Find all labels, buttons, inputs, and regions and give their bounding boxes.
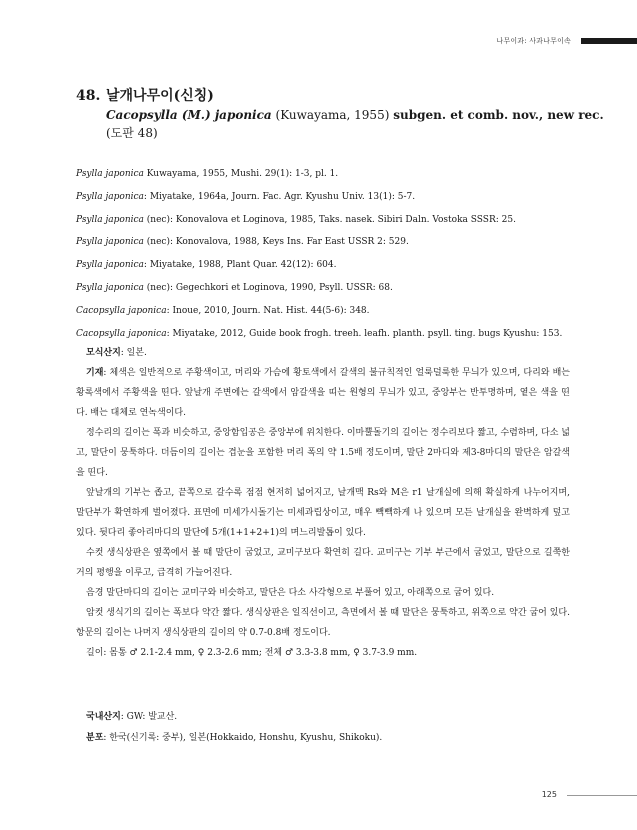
distribution-text: : 한국(신기록: 중부), 일본(Hokkaido, Honshu, Kyushu, Shikoku).	[103, 733, 383, 743]
reference-text: (nec): Gegechkori et Loginova, 1990, Psyll. USSR: 68.	[143, 282, 393, 293]
description-label: 기재	[86, 368, 104, 378]
description-paragraph: 암컷 생식기의 길이는 폭보다 약간 짧다. 생식상판은 일직선이고, 측면에서 볼 때 말단은 뭉툭하고, 위쪽으로 약간 굽어 있다. 항문의 길이는 나머지 생식상판의 길이의 약 0.7-0.8배 정도이다.	[76, 608, 570, 638]
reference-text: : Miyatake, 1988, Plant Quar. 42(12): 604.	[143, 260, 337, 271]
distribution	[86, 728, 566, 749]
reference-text: (nec): Konovalova et Loginova, 1985, Taks. nasek. Sibiri Daln. Vostoka SSSR: 25.	[143, 214, 516, 225]
description-text: : 체색은 일반적으로 주황색이고, 머리와 가슴에 황토색에서 갈색의 불규칙적인 얼룩덜룩한 무늬가 있으며, 다리와 배는 황록색에서 주황색을 띤다. 앞날개 주변에는 갈색에서 암갈색을 띠는 원형의 무늬가 있고, 중앙부는 반투명하며, 옅은 색을 띤다. 배는 대체로 연녹색이다.	[76, 368, 570, 418]
header-bar	[581, 38, 637, 44]
reference-item	[76, 254, 596, 277]
running-title: 나무이과: 사과나무이속	[496, 37, 571, 45]
reference-text: Kuwayama, 1955, Mushi. 29(1): 1-3, pl. 1.	[143, 169, 339, 179]
description-body	[76, 343, 570, 663]
taxonomic-status: subgen. et comb. nov., new rec.	[393, 108, 604, 122]
reference-text: : Miyatake, 2012, Guide book frogh. treeh. leafh. planth. psyll. ting. bugs Kyushu: 153.	[166, 328, 563, 339]
measurements: 길이: 몸통 ♂ 2.1-2.4 mm, ♀ 2.3-2.6 mm; 전체 ♂ 3.3-3.8 mm, ♀ 3.7-3.9 mm.	[86, 648, 418, 658]
page-footer	[0, 790, 637, 804]
description-paragraph: 음경 말단마디의 길이는 교미구와 비슷하고, 말단은 다소 사각형으로 부풀어 있고, 아래쪽으로 굽어 있다.	[86, 588, 495, 598]
description-paragraph: 정수리의 길이는 폭과 비슷하고, 중앙함입공은 중앙부에 위치한다. 이마뿔돌기의 길이는 정수리보다 짧고, 수렴하며, 다소 넓고, 말단이 뭉툭하다. 더듬이의 길이는 겹눈을 포함한 머리 폭의 약 1.5배 정도이며, 말단 2마디와 제3-8마디의 말단은 암갈색을 띤다.	[76, 428, 570, 478]
korean-locality	[86, 707, 566, 728]
species-number: 48.	[76, 88, 101, 104]
running-header	[0, 36, 637, 48]
reference-species: Psylla japonica	[76, 169, 144, 179]
reference-item	[76, 231, 596, 254]
reference-species: Psylla japonica	[76, 191, 144, 202]
reference-species: Psylla japonica	[76, 282, 144, 293]
synonymy-list	[76, 163, 596, 345]
reference-item	[76, 300, 596, 323]
description-paragraph: 수컷 생식상판은 옆쪽에서 볼 때 말단이 굽었고, 교미구보다 확연히 길다. 교미구는 기부 부근에서 굽었고, 말단으로 길쭉한 거의 평행을 이루고, 급격히 가늘어진다.	[76, 548, 570, 578]
reference-species: Psylla japonica	[76, 260, 144, 271]
reference-item	[76, 209, 596, 232]
distribution-block	[86, 707, 566, 749]
reference-item	[76, 163, 596, 186]
type-locality	[76, 343, 570, 363]
type-locality-text: : 일본.	[120, 348, 147, 358]
distribution-label: 분포	[86, 733, 104, 743]
plate-reference: (도판 48)	[106, 126, 158, 140]
reference-text: (nec): Konovalova, 1988, Keys Ins. Far East USSR 2: 529.	[143, 237, 409, 248]
reference-species: Cacopsylla japonica	[76, 305, 167, 316]
page-number: 125	[541, 790, 557, 799]
reference-item	[76, 277, 596, 300]
description-paragraph	[76, 363, 570, 423]
author-citation: (Kuwayama, 1955)	[275, 108, 390, 122]
reference-species: Psylla japonica	[76, 214, 144, 225]
description-paragraph: 앞날개의 기부는 좁고, 끝쪽으로 갈수록 점점 현저히 넓어지고, 날개맥 Rs와 M은 r1 날개실에 의해 확실하게 나누어지며, 말단부가 확연하게 벌어졌다. 표면에 미세가시돌기는 미세과립상이고, 매우 빽빽하게 나 있으며 모든 날개실을 완벽하게 덮고 있다. 뒷다리 좋아리마디의 말단에 5개(1+1+2+1)의 며느리발톱이 있다.	[76, 488, 570, 538]
korean-name: 날개나무이(신칭)	[106, 88, 214, 104]
reference-item	[76, 323, 596, 346]
footer-rule	[567, 795, 637, 796]
korean-locality-label: 국내산지	[86, 712, 121, 722]
reference-species: Cacopsylla japonica	[76, 328, 167, 339]
reference-item	[76, 186, 596, 209]
scientific-name-line	[106, 106, 604, 124]
reference-species: Psylla japonica	[76, 237, 144, 248]
type-locality-label: 모식산지	[86, 348, 121, 358]
korean-locality-text: : GW: 발교산.	[120, 712, 178, 722]
reference-text: : Miyatake, 1964a, Journ. Fac. Agr. Kyushu Univ. 13(1): 5-7.	[143, 191, 416, 202]
scientific-name: Cacopsylla (M.) japonica	[106, 108, 272, 122]
reference-text: : Inoue, 2010, Journ. Nat. Hist. 44(5-6): 348.	[166, 305, 370, 316]
